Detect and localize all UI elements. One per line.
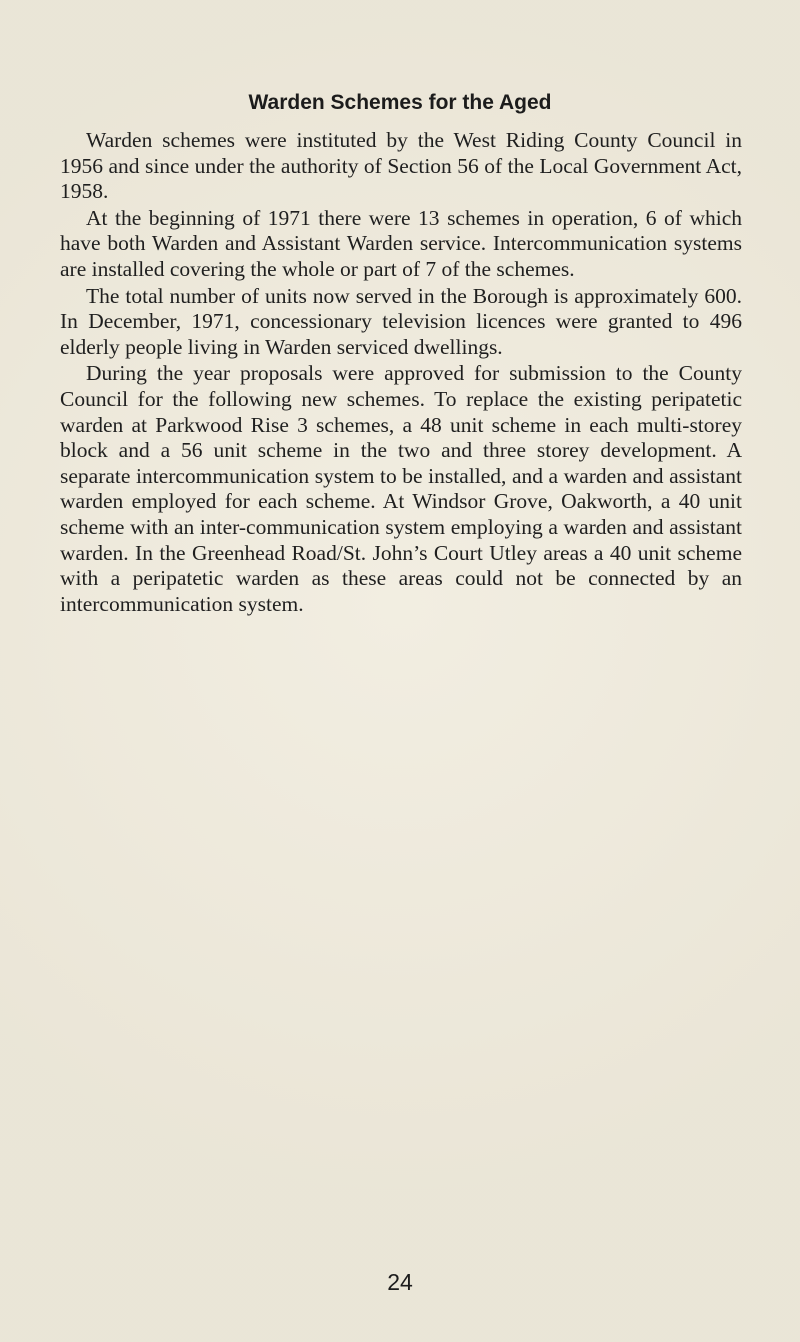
paragraph-4: During the year proposals were approved for submission to the County Council for the following new schemes. To replace the existing peripatetic warden at Parkwood Rise 3 schemes, a 48 unit scheme in each multi-storey block and a 56 unit scheme in the two and three storey development. A separate intercommunication system to be installed, and a warden and assistant warden employed for each scheme. At Windsor Grove, Oakworth, a 40 unit scheme with an inter-communication system employing a warden and assistant warden. In the Greenhead Road/St. John’s Court Utley areas a 40 unit scheme with a peripatetic warden as these areas could not be connected by an intercommunication system. [60, 361, 742, 616]
paragraph-1: Warden schemes were instituted by the West Riding County Council in 1956 and since under the authority of Section 56 of the Local Government Act, 1958. [60, 128, 742, 204]
page-number: 24 [387, 1269, 413, 1295]
paragraph-3: The total number of units now served in the Borough is approximately 600. In December, 1971, concessionary television licences were granted to 496 elderly people living in Warden serviced dwellings. [60, 283, 742, 359]
body-text [60, 128, 742, 618]
paragraph-2: At the beginning of 1971 there were 13 schemes in operation, 6 of which have both Warden and Assistant Warden service. Intercommunication systems are installed covering the whole or part of 7 of the schemes. [60, 205, 742, 281]
section-heading: Warden Schemes for the Aged [248, 91, 552, 114]
